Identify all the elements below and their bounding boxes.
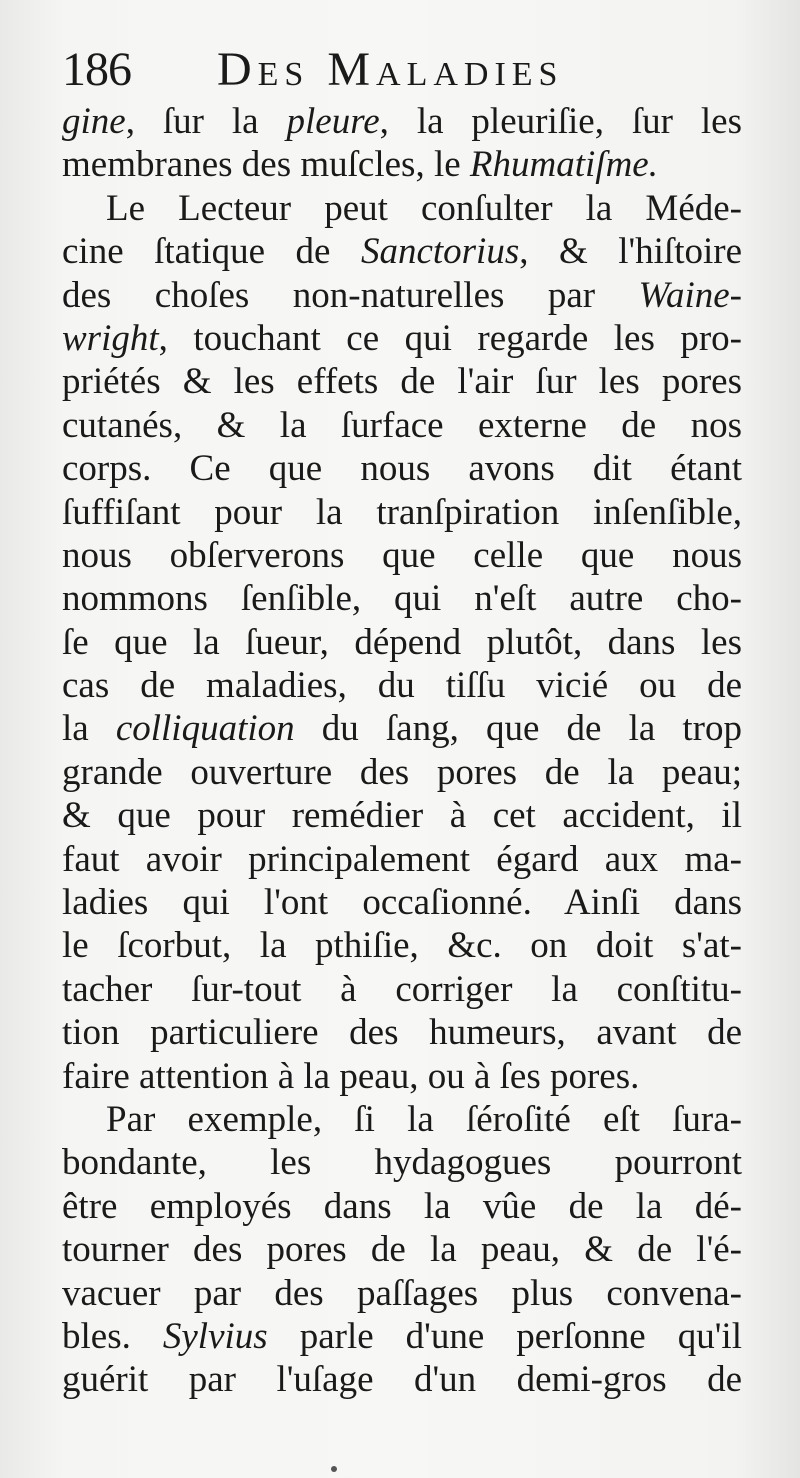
- text-run: cas de maladies, du tiſſu vicié ou de: [62, 665, 742, 707]
- text-run: ſe que la ſueur, dépend plutôt, dans les: [62, 621, 742, 663]
- italic-text: Sanctorius: [360, 231, 520, 273]
- text-line: [62, 621, 742, 664]
- text-run: parle d'une perſonne qu'il: [267, 1315, 742, 1357]
- text-line: [62, 1141, 742, 1184]
- text-run: tacher ſur-tout à corriger la conſtitu-: [62, 968, 742, 1010]
- text-run: des choſes non-naturelles par: [62, 274, 639, 316]
- text-run: cine ſtatique de: [62, 231, 361, 273]
- body-text: [62, 100, 742, 1402]
- italic-text: Sylvius: [162, 1315, 268, 1357]
- text-line: [62, 881, 742, 924]
- text-run: grande ouverture des pores de la peau;: [62, 751, 742, 793]
- text-line: [62, 1315, 742, 1358]
- page-number: 186: [62, 43, 131, 96]
- italic-text: gine: [62, 101, 126, 142]
- text-line: [62, 534, 742, 577]
- text-line: [62, 1228, 742, 1271]
- text-line: [62, 577, 742, 620]
- text-run: la: [62, 708, 116, 750]
- running-head: [62, 42, 762, 102]
- italic-text: Rhumatiſme.: [469, 144, 658, 186]
- text-line: [62, 751, 742, 794]
- text-run: nous obſerverons que celle que nous: [62, 534, 742, 576]
- text-run: corps. Ce que nous avons dit étant: [62, 448, 742, 490]
- text-line: [62, 707, 742, 750]
- italic-text: pleure: [286, 101, 380, 142]
- running-title: Des Maladies: [217, 43, 564, 96]
- text-run: nommons ſenſible, qui n'eſt autre cho-: [62, 578, 742, 620]
- text-line: [62, 1272, 742, 1315]
- text-run: , la pleuriſie, ſur les: [379, 101, 742, 142]
- text-run: membranes des muſcles, le: [62, 144, 470, 186]
- text-run: le ſcorbut, la pthiſie, &c. on doit s'at-: [62, 925, 742, 967]
- text-run: , ſur la: [125, 101, 287, 142]
- ink-speck: [331, 1466, 337, 1472]
- text-run: priétés & les effets de l'air ſur les pores: [62, 361, 742, 403]
- text-run: vacuer par des paſſages plus convena-: [62, 1272, 742, 1314]
- text-run: du ſang, que de la trop: [294, 708, 742, 750]
- text-line: [62, 924, 742, 967]
- text-line: [62, 1358, 742, 1401]
- text-line: [62, 1185, 742, 1228]
- text-run: bondante, les hydagogues pourront: [62, 1142, 742, 1184]
- text-run: guérit par l'uſage d'un demi-gros de: [62, 1359, 742, 1401]
- text-run: faut avoir principalement égard aux ma-: [62, 838, 742, 880]
- text-run: tion particuliere des humeurs, avant de: [62, 1012, 742, 1054]
- text-line: [62, 100, 742, 143]
- text-run: tourner des pores de la peau, & de l'é-: [62, 1229, 742, 1271]
- text-line: [62, 968, 742, 1011]
- text-line: [62, 794, 742, 837]
- text-run: ladies qui l'ont occaſionné. Ainſi dans: [62, 882, 742, 924]
- italic-text: wright: [62, 317, 159, 359]
- text-line: [62, 1055, 742, 1098]
- text-run: cutanés, & la ſurface externe de nos: [62, 404, 742, 446]
- text-line: [62, 143, 742, 186]
- text-line: [62, 317, 742, 360]
- text-line: [62, 274, 742, 317]
- text-line: [62, 230, 742, 273]
- text-run: & que pour remédier à cet accident, il: [62, 795, 742, 837]
- text-run: être employés dans la vûe de la dé-: [62, 1185, 742, 1227]
- text-run: Par exemple, ſi la ſéroſité eſt ſura-: [106, 1098, 742, 1140]
- text-line: [62, 838, 742, 881]
- text-line: [62, 1098, 742, 1141]
- italic-text: Waine-: [638, 274, 742, 316]
- text-line: [62, 360, 742, 403]
- text-line: [62, 404, 742, 447]
- text-run: faire attention à la peau, ou à ſes pores.: [62, 1055, 640, 1097]
- text-line: [62, 187, 742, 230]
- text-run: , touchant ce qui regarde les pro-: [158, 317, 742, 359]
- text-line: [62, 491, 742, 534]
- text-run: bles.: [62, 1315, 163, 1357]
- text-run: ſuffiſant pour la tranſpiration inſenſible,: [62, 491, 742, 533]
- text-line: [62, 447, 742, 490]
- italic-text: colliquation: [115, 708, 295, 750]
- text-run: Le Lecteur peut conſulter la Méde-: [106, 187, 742, 229]
- text-line: [62, 664, 742, 707]
- text-run: , & l'hiſtoire: [519, 231, 743, 273]
- text-line: [62, 1011, 742, 1054]
